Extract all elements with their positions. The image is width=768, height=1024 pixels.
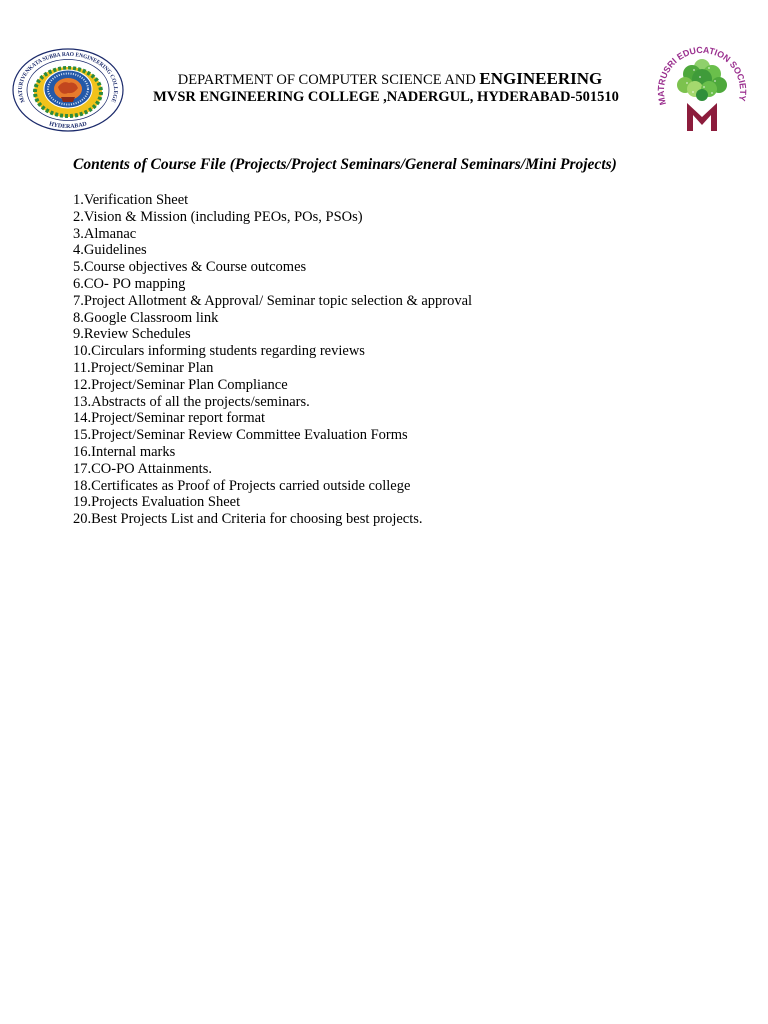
society-ring-text: MATRUSRI EDUCATION SOCIETY — [655, 44, 749, 107]
list-item: 14.Project/Seminar report format — [73, 410, 266, 427]
list-item: 6.CO- PO mapping — [73, 275, 186, 292]
list-item: 18.Certificates as Proof of Projects carried outside college — [73, 477, 411, 494]
list-item: 13.Abstracts of all the projects/seminars. — [73, 393, 310, 410]
society-tree-icon — [654, 43, 750, 135]
list-item: 12.Project/Seminar Plan Compliance — [73, 376, 288, 393]
list-item: 3.Almanac — [73, 225, 137, 242]
college-emblem-icon — [11, 47, 125, 133]
college-city-text: HYDERABAD — [48, 121, 88, 130]
list-item: 9.Review Schedules — [73, 326, 191, 343]
list-item: 17.CO-PO Attainments. — [73, 460, 212, 477]
list-item: 2.Vision & Mission (including PEOs, POs, PSOs) — [73, 208, 363, 225]
list-item: 4.Guidelines — [73, 242, 147, 259]
college-ring-text: MATURIVENKATA SUBBA RAO ENGINEERING COLLEGE — [17, 51, 119, 104]
list-item: 20.Best Projects List and Criteria for choosing best projects. — [73, 511, 423, 528]
page-title: Contents of Course File (Projects/Project Seminars/General Seminars/Mini Projects) — [73, 156, 617, 173]
contents-list — [73, 192, 472, 528]
list-item: 11.Project/Seminar Plan — [73, 359, 214, 376]
list-item: 19.Projects Evaluation Sheet — [73, 494, 241, 511]
list-item: 10.Circulars informing students regarding reviews — [73, 343, 365, 360]
college-heading: MVSR ENGINEERING COLLEGE ,NADERGUL, HYDERABAD-501510 — [153, 89, 619, 105]
list-item: 5.Course objectives & Course outcomes — [73, 259, 307, 276]
list-item: 15.Project/Seminar Review Committee Evaluation Forms — [73, 427, 408, 444]
list-item: 7.Project Allotment & Approval/ Seminar topic selection & approval — [73, 292, 473, 309]
department-suffix: ENGINEERING — [479, 69, 603, 88]
list-item: 16.Internal marks — [73, 443, 176, 460]
list-item: 8.Google Classroom link — [73, 309, 219, 326]
list-item: 1.Verification Sheet — [73, 192, 189, 208]
department-prefix: DEPARTMENT OF COMPUTER SCIENCE AND — [177, 72, 476, 88]
